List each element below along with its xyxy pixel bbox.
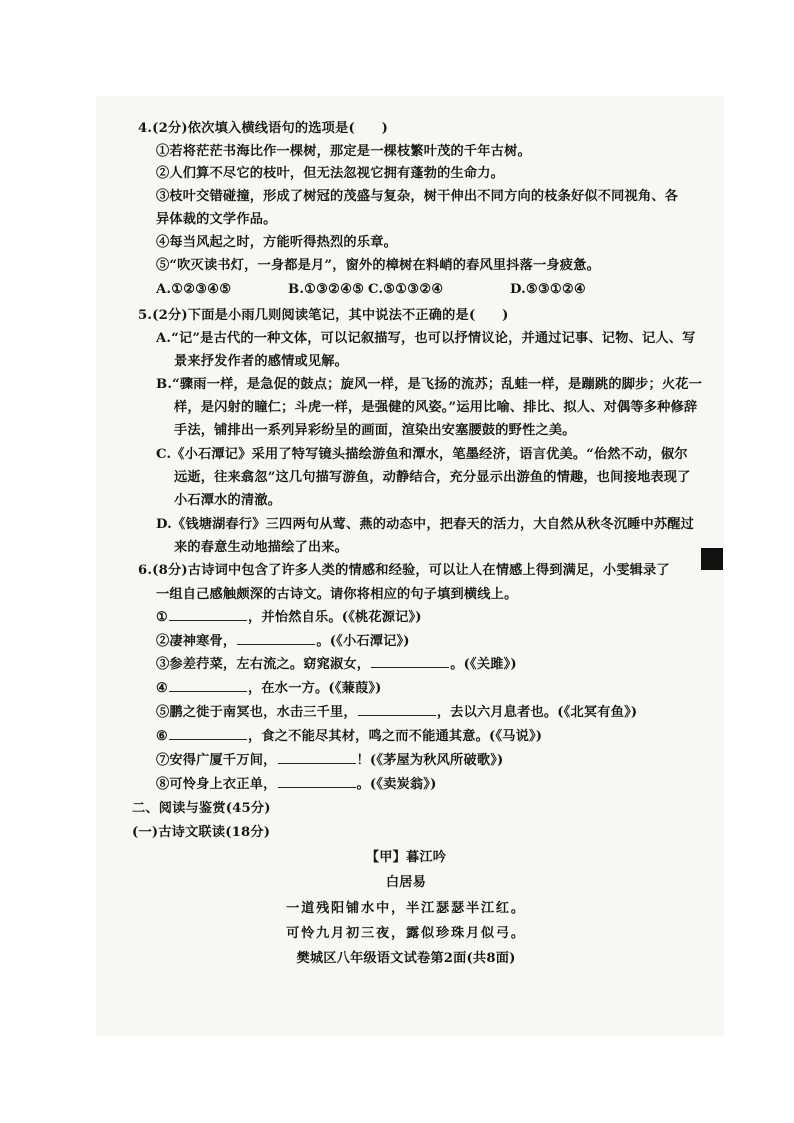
q5-line: 景来抒发作者的感情或见解。 <box>174 354 349 369</box>
subsection-heading: (一)古诗文联读(18分) <box>132 825 271 840</box>
q4-item: ④每当风起之时，方能听得热烈的乐章。 <box>156 235 397 250</box>
q5-line: 样，是闪射的瞳仁；斗虎一样，是强健的风姿。”运用比喻、排比、拟人、对偶等多种修辞 <box>174 400 698 415</box>
q5-line: D.《钱塘湖春行》三四两句从莺、燕的动态中，把春天的活力，大自然从秋冬沉睡中苏醒过 <box>156 517 695 532</box>
q5-title: 5.(2分)下面是小雨几则阅读笔记，其中说法不正确的是( ) <box>138 308 509 323</box>
q6-item: ③参差荇菜，左右流之。窈窕淑女， 。(《关雎》) <box>156 657 517 672</box>
answer-blank[interactable] <box>371 655 449 668</box>
poem-title: 【甲】暮江吟 <box>365 850 447 865</box>
answer-blank[interactable] <box>278 775 356 788</box>
page-footer: 樊城区八年级语文试卷第2面(共8面) <box>296 951 516 966</box>
q6-item: ⑤鹏之徙于南冥也，水击三千里， ，去以六月息者也。(《北冥有鱼》) <box>156 705 638 720</box>
q5-line: A.“记”是古代的一种文体，可以记叙描写，也可以抒情议论，并通过记事、记物、记人、写 <box>156 331 696 346</box>
poem-author: 白居易 <box>385 875 427 890</box>
q6-item: ① ，并怡然自乐。(《桃花源记》) <box>156 610 422 625</box>
q4-option-a: A.①②③④⑤ <box>156 282 232 297</box>
section-heading: 二、阅读与鉴赏(45分) <box>132 801 271 816</box>
q4-item: ②人们算不尽它的枝叶，但无法忽视它拥有蓬勃的生命力。 <box>156 166 505 181</box>
q5-line: 手法，铺排出一系列异彩纷呈的画面，渲染出安塞腰鼓的野性之美。 <box>174 423 576 438</box>
q4-item: 异体裁的文学作品。 <box>156 212 277 227</box>
q6-item: ⑥ ，食之不能尽其材，鸣之而不能通其意。(《马说》) <box>156 729 543 744</box>
q6-title: 6.(8分)古诗词中包含了许多人类的情感和经验，可以让人在情感上得到满足，小雯辑录了 <box>138 563 670 578</box>
q5-line: B.“骤雨一样，是急促的鼓点；旋风一样，是飞扬的流苏；乱蛙一样，是蹦跳的脚步；火花一 <box>156 377 703 392</box>
answer-blank[interactable] <box>169 608 247 621</box>
q6-title-cont: 一组自己感触颇深的古诗文。请你将相应的句子填到横线上。 <box>156 587 518 602</box>
registration-mark <box>701 548 723 570</box>
q4-item: ⑤“吹灭读书灯，一身都是月”，窗外的樟树在料峭的春风里抖落一身疲惫。 <box>156 258 600 273</box>
q6-item: ②凄神寒骨， 。(《小石潭记》) <box>156 634 410 649</box>
q4-option-c: C.⑤①③②④ <box>368 282 444 297</box>
q5-line: C.《小石潭记》采用了特写镜头描绘游鱼和潭水，笔墨经济，语言优美。“佁然不动，俶尔 <box>156 447 688 462</box>
q5-line: 远逝，往来翕忽”这几句描写游鱼，动静结合，充分显示出游鱼的情趣，也间接地表现了 <box>174 470 691 485</box>
q4-item: ③枝叶交错碰撞，形成了树冠的茂盛与复杂，树干伸出不同方向的枝条好似不同视角、各 <box>156 189 679 204</box>
q4-option-d: D.⑤③①②④ <box>510 282 587 297</box>
answer-blank[interactable] <box>358 703 436 716</box>
answer-blank[interactable] <box>237 632 315 645</box>
q5-line: 来的春意生动地描绘了出来。 <box>174 540 349 555</box>
answer-blank[interactable] <box>169 679 247 692</box>
q6-item: ⑧可怜身上衣正单， 。(《卖炭翁》) <box>156 777 437 792</box>
q4-item: ①若将茫茫书海比作一棵树，那定是一棵枝繁叶茂的千年古树。 <box>156 144 531 159</box>
poem-line: 可怜九月初三夜，露似珍珠月似弓。 <box>286 926 526 941</box>
q5-line: 小石潭水的清澈。 <box>174 493 282 508</box>
q4-option-b: B.①③②④⑤ <box>288 282 365 297</box>
q6-item: ④ ，在水一方。(《蒹葭》) <box>156 681 382 696</box>
answer-blank[interactable] <box>169 727 247 740</box>
answer-blank[interactable] <box>278 751 356 764</box>
poem-line: 一道残阳铺水中，半江瑟瑟半江红。 <box>286 901 526 916</box>
q6-item: ⑦安得广厦千万间， ！(《茅屋为秋风所破歌》) <box>156 753 504 768</box>
q4-title: 4.(2分)依次填入横线语句的选项是( ) <box>138 121 389 136</box>
